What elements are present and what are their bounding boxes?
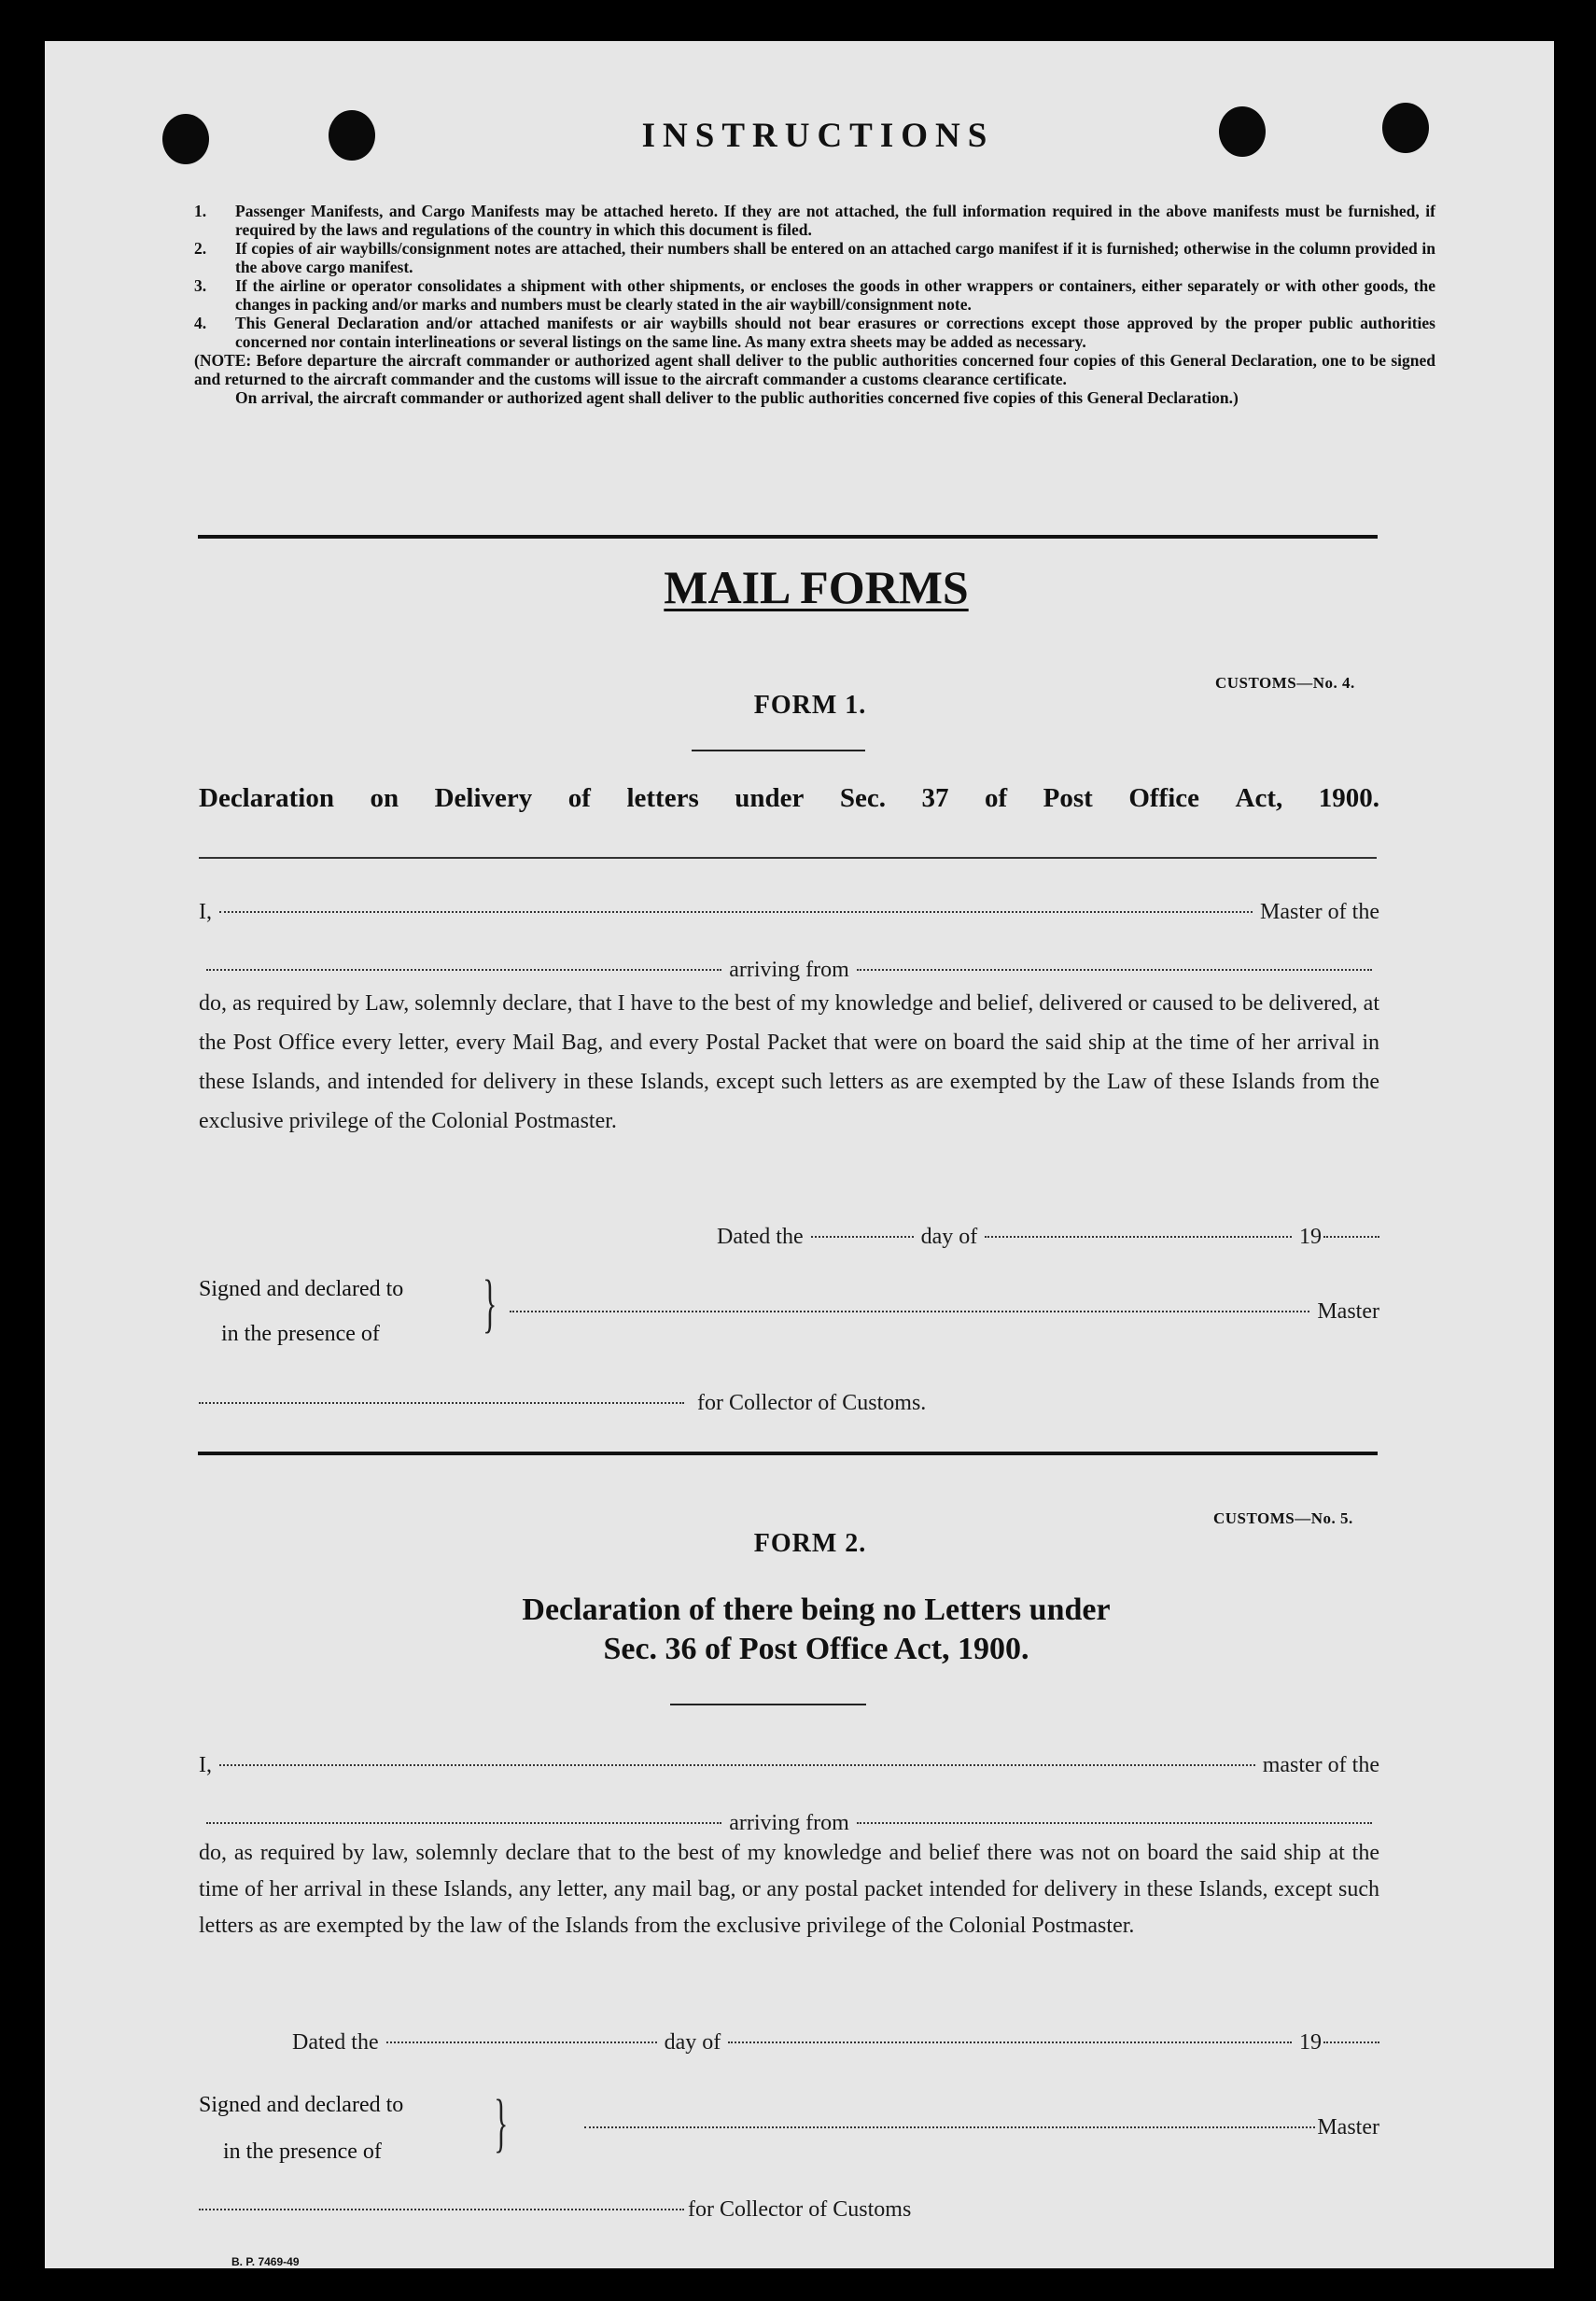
form2-arriving-line — [199, 1811, 1379, 1836]
dated-the-label: Dated the — [717, 1225, 804, 1249]
date-year-field[interactable] — [1323, 2041, 1379, 2043]
instruction-number: 3. — [194, 276, 207, 295]
instruction-item — [194, 202, 1435, 239]
decl-word: under — [735, 783, 805, 813]
form1-title: FORM 1. — [753, 691, 867, 720]
date-day-field[interactable] — [386, 2041, 657, 2043]
form1-signed-line2: in the presence of — [221, 1322, 380, 1346]
dated-the-label: Dated the — [292, 2030, 379, 2055]
arriving-from-field[interactable] — [857, 969, 1372, 971]
master-signature-field[interactable] — [584, 2126, 1315, 2128]
form1-heading-rule — [199, 857, 1377, 859]
form1-dated-line — [717, 1225, 1379, 1250]
decl-word: 1900. — [1318, 783, 1379, 813]
year-prefix: 19 — [1299, 2030, 1322, 2055]
form1-arriving-line — [199, 958, 1379, 983]
instruction-number: 1. — [194, 202, 207, 220]
arriving-from-field[interactable] — [857, 1822, 1372, 1824]
instruction-text: If copies of air waybills/consignment notes are attached, their numbers shall be entered on an attached cargo manifest if it is furnished; otherwise in the column provided in the above cargo manifest. — [235, 239, 1435, 276]
date-month-field[interactable] — [985, 1236, 1292, 1238]
instruction-number: 4. — [194, 314, 207, 332]
master-signature-field[interactable] — [510, 1311, 1309, 1312]
form1-title-underline — [692, 750, 865, 751]
day-of-label: day of — [920, 1225, 978, 1249]
master-name-field[interactable] — [219, 911, 1253, 913]
section-divider — [198, 535, 1378, 539]
instruction-text: This General Declaration and/or attached manifests or air waybills should not bear erasures or corrections except those approved by the proper public authorities concerned nor contain interlineations or several listings on the same line. As many extra sheets may be added as necessary. — [235, 314, 1435, 351]
form1-body: do, as required by Law, solemnly declare, that I have to the best of my knowledge and belief, delivered or caused to be delivered, at the Post Office every letter, every Mail Bag, and every Postal Packet that were on board the said ship at the time of her arrival in these Islands, and intended for delivery in these Islands, except such letters as are exempted by the Law of these Islands from the exclusive privilege of the Colonial Postmaster. — [199, 991, 1379, 1133]
collector-label: for Collector of Customs — [688, 2197, 912, 2222]
form1-arriving-from: arriving from — [729, 958, 849, 982]
instruction-note-arrival: On arrival, the aircraft commander or authorized agent shall deliver to the public authorities concerned five copies of this General Declaration.) — [235, 388, 1239, 407]
instruction-text: Passenger Manifests, and Cargo Manifests may be attached hereto. If they are not attached, the full information required in the above manifests must be furnished, if required by the laws and regulations of the country in which this document is filed. — [235, 202, 1435, 239]
decl-word: of — [567, 783, 591, 813]
form2-collector-line — [199, 2197, 1001, 2223]
form-divider — [198, 1452, 1378, 1455]
form-print-code: B. P. 7469-49 — [231, 2255, 300, 2268]
instruction-text: If the airline or operator consolidates a shipment with other shipments, or encloses the goods in other wrappers or containers, either separately or with other goods, the changes in packing and/or marks and numbers must be clearly stated in the air waybill/consignment note. — [235, 276, 1435, 314]
form1-master-sign-line — [502, 1299, 1379, 1325]
date-year-field[interactable] — [1323, 1236, 1379, 1238]
decl-word: letters — [626, 783, 699, 813]
form1-customs-code: CUSTOMS—No. 4. — [1215, 674, 1355, 692]
instructions-list — [194, 202, 1435, 407]
form2-heading-underline — [670, 1704, 866, 1705]
instruction-item — [194, 276, 1435, 314]
form2-arriving-from: arriving from — [729, 1811, 849, 1835]
form2-signed-line1: Signed and declared to — [199, 2093, 404, 2117]
form2-line1-end: master of the — [1262, 1753, 1379, 1777]
document-page — [45, 41, 1554, 2268]
mail-forms-title: MAIL FORMS — [664, 561, 969, 613]
form1-master-line — [199, 900, 1379, 925]
master-label: Master — [1317, 1299, 1379, 1324]
decl-word: Declaration — [199, 783, 334, 813]
form2-body: do, as required by law, solemnly declare that to the best of my knowledge and belief there was not on board the said ship at the time of her arrival in these Islands, any letter, any mail bag, or any postal packet intended for delivery in these Islands, except such letters as are exempted by the law of the Islands from the exclusive privilege of the Colonial Postmaster. — [199, 1841, 1379, 1938]
collector-label: for Collector of Customs. — [697, 1391, 927, 1415]
form2-signed-line2: in the presence of — [223, 2140, 382, 2164]
collector-signature-field[interactable] — [199, 2209, 684, 2210]
form2-declaration-line1: Declaration of there being no Letters under — [522, 1592, 1111, 1627]
date-month-field[interactable] — [728, 2041, 1292, 2043]
form2-master-line — [199, 1753, 1379, 1778]
master-name-field[interactable] — [219, 1764, 1255, 1766]
ship-name-field[interactable] — [206, 1822, 721, 1824]
instruction-item — [194, 239, 1435, 276]
ship-name-field[interactable] — [206, 969, 721, 971]
form1-brace: } — [483, 1268, 497, 1340]
form2-customs-code: CUSTOMS—No. 5. — [1213, 1509, 1353, 1527]
instructions-heading: INSTRUCTIONS — [641, 117, 995, 155]
decl-word: Office — [1128, 783, 1200, 813]
form2-declaration-line2: Sec. 36 of Post Office Act, 1900. — [603, 1632, 1029, 1666]
instruction-note: (NOTE: Before departure the aircraft commander or authorized agent shall deliver to the public authorities concerned four copies of this General Declaration, one to be signed and returned to the aircraft commander and the customs will issue to the aircraft commander a customs clearance certificate. — [194, 351, 1435, 388]
decl-word: 37 — [921, 783, 949, 813]
decl-word: on — [370, 783, 399, 813]
master-label: Master — [1317, 2115, 1379, 2140]
form1-collector-line — [199, 1391, 1001, 1416]
form2-dated-line — [292, 2030, 1379, 2055]
form1-line1-end: Master of the — [1260, 900, 1379, 924]
decl-word: Delivery — [434, 783, 533, 813]
form1-declaration-heading — [199, 783, 1379, 814]
instruction-item — [194, 314, 1435, 351]
form2-line1-start: I, — [199, 1753, 212, 1777]
decl-word: of — [985, 783, 1008, 813]
form2-title: FORM 2. — [753, 1529, 867, 1558]
instruction-number: 2. — [194, 239, 207, 258]
form2-master-sign-line — [577, 2115, 1379, 2140]
form1-line1-start: I, — [199, 900, 212, 924]
form2-brace: } — [494, 2087, 509, 2159]
decl-word: Act, — [1235, 783, 1283, 813]
decl-word: Post — [1043, 783, 1093, 813]
collector-signature-field[interactable] — [199, 1402, 684, 1404]
year-prefix: 19 — [1299, 1225, 1322, 1249]
date-day-field[interactable] — [811, 1236, 914, 1238]
decl-word: Sec. — [839, 783, 886, 813]
day-of-label: day of — [664, 2030, 721, 2055]
form2-declaration-heading — [45, 1591, 1554, 1669]
form1-signed-line1: Signed and declared to — [199, 1277, 404, 1301]
